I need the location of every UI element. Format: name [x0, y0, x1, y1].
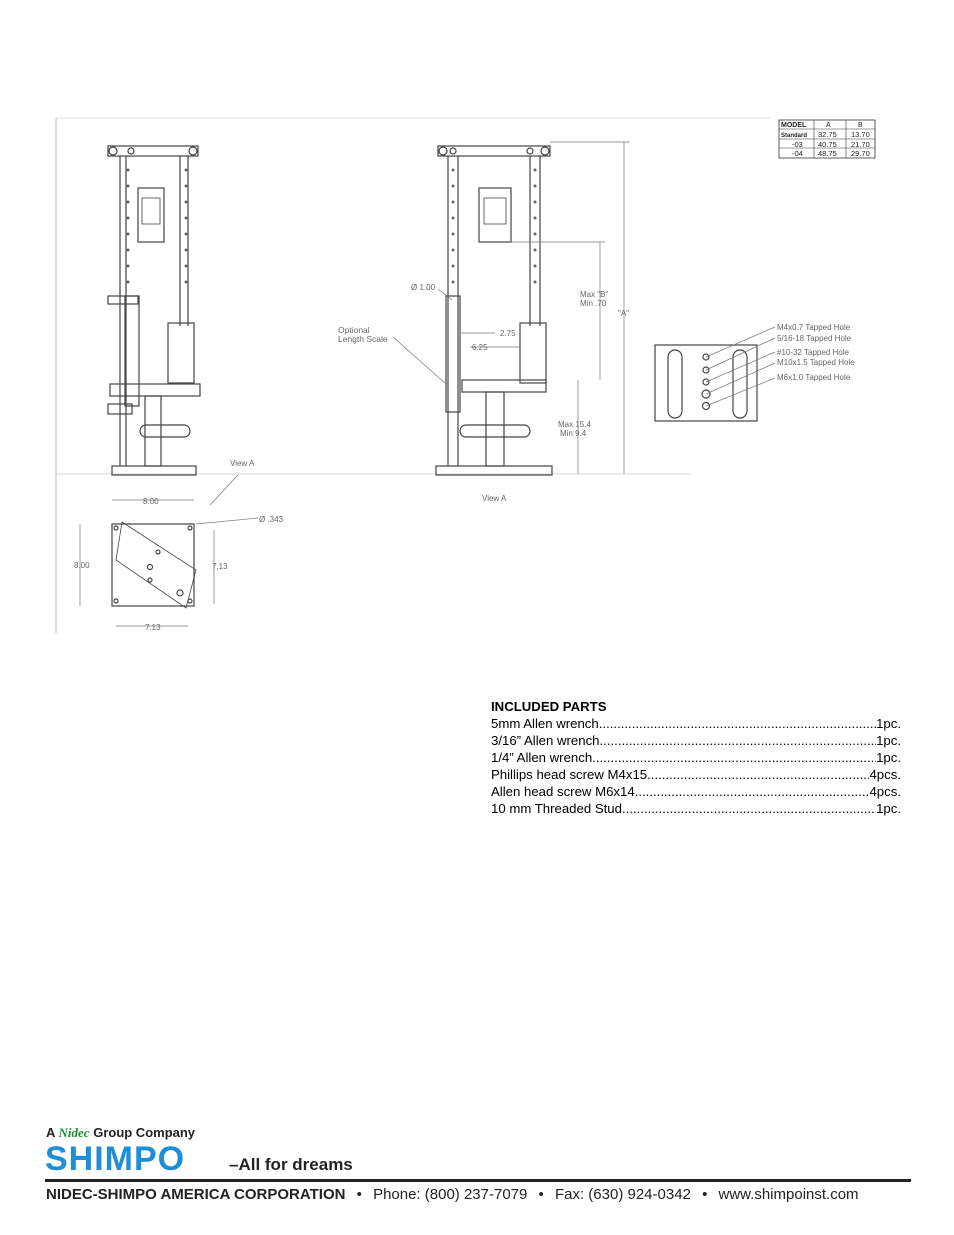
- max-b-label: Max "B": [580, 290, 609, 299]
- table-cell: 13.70: [851, 130, 870, 139]
- leader-dots: [599, 715, 876, 732]
- hole-label: #10-32 Tapped Hole: [777, 348, 849, 357]
- part-qty: 4pcs.: [869, 767, 901, 782]
- dimension-label: 8.00: [74, 561, 90, 570]
- part-qty: 1pc.: [876, 750, 901, 765]
- part-name: 5mm Allen wrench: [491, 716, 599, 731]
- part-name: 10 mm Threaded Stud: [491, 801, 622, 816]
- table-cell: -04: [792, 149, 803, 158]
- optional-scale-label: Optional: [338, 325, 370, 335]
- fax: Fax: (630) 924-0342: [554, 1186, 691, 1203]
- table-cell: 29.70: [851, 149, 870, 158]
- leader-dots: [592, 749, 876, 766]
- list-item: [491, 715, 901, 732]
- table-header-b: B: [858, 122, 863, 129]
- part-name: Phillips head screw M4x15: [491, 767, 648, 782]
- base-plan-view: [112, 522, 196, 608]
- group-prefix: A: [46, 1125, 55, 1140]
- included-parts: [491, 698, 901, 817]
- separator: •: [702, 1186, 708, 1203]
- leader-dots: [622, 800, 876, 817]
- hole-label: M6x1.0 Tapped Hole: [777, 373, 851, 382]
- max-height-label: Max 15.4: [558, 420, 591, 429]
- list-item: [491, 783, 901, 800]
- table-cell: -03: [792, 140, 803, 149]
- optional-scale-label: Length Scale: [338, 334, 388, 344]
- nidec-logo: Nidec: [58, 1125, 90, 1140]
- part-name: 3/16” Allen wrench: [491, 733, 600, 748]
- leader-dots: [600, 732, 877, 749]
- table-cell: 40.75: [818, 140, 837, 149]
- table-cell: 48.75: [818, 149, 837, 158]
- stand-front-view: [436, 146, 552, 475]
- stand-side-view: [108, 146, 200, 475]
- min-b-label: Min .70: [580, 299, 607, 308]
- list-item: [491, 732, 901, 749]
- part-name: 1/4” Allen wrench: [491, 750, 593, 765]
- a-label: "A": [618, 309, 630, 318]
- table-cell: 32.75: [818, 130, 837, 139]
- view-a-label: View A: [230, 459, 255, 468]
- min-height-label: Min 9.4: [560, 429, 587, 438]
- part-qty: 1pc.: [876, 716, 901, 731]
- diameter-label: Ø .343: [259, 515, 284, 524]
- part-qty: 1pc.: [876, 733, 901, 748]
- hole-label: 5/16-18 Tapped Hole: [777, 334, 852, 343]
- dimension-label: 7.13: [212, 562, 228, 571]
- table-cell: 21.70: [851, 140, 870, 149]
- footer-divider: [45, 1179, 911, 1182]
- view-a-label: View A: [482, 494, 507, 503]
- shimpo-logo: SHIMPO: [45, 1140, 186, 1178]
- website-link[interactable]: www.shimpoinst.com: [718, 1186, 859, 1203]
- table-header-model: MODEL: [781, 122, 807, 129]
- list-item: [491, 800, 901, 817]
- hole-label: M10x1.5 Tapped Hole: [777, 358, 855, 367]
- part-qty: 1pc.: [876, 801, 901, 816]
- mounting-plate: [655, 345, 757, 421]
- table-cell: Standard: [781, 133, 808, 139]
- list-item: [491, 749, 901, 766]
- diameter-label: Ø 1.00: [411, 283, 436, 292]
- dimension-label: 2.75: [500, 329, 516, 338]
- group-suffix: Group Company: [93, 1125, 196, 1140]
- dimension-label: 6.25: [472, 343, 488, 352]
- leader-dots: [647, 766, 869, 783]
- corporation-name: NIDEC-SHIMPO AMERICA CORPORATION: [46, 1186, 346, 1203]
- part-name: Allen head screw M6x14: [491, 784, 635, 799]
- hole-label: M4x0.7 Tapped Hole: [777, 323, 851, 332]
- table-header-a: A: [826, 122, 831, 129]
- included-parts-title: INCLUDED PARTS: [491, 699, 607, 714]
- separator: •: [538, 1186, 544, 1203]
- separator: •: [356, 1186, 362, 1203]
- phone: Phone: (800) 237-7079: [373, 1186, 528, 1203]
- tagline: –All for dreams: [229, 1155, 353, 1174]
- group-company-line: [46, 1125, 195, 1141]
- contact-line: [46, 1186, 859, 1203]
- list-item: [491, 766, 901, 783]
- part-qty: 4pcs.: [869, 784, 901, 799]
- dimension-label: 7.13: [145, 623, 161, 632]
- dimension-label: 8.00: [143, 497, 159, 506]
- model-table: [779, 120, 875, 158]
- leader-dots: [635, 783, 870, 800]
